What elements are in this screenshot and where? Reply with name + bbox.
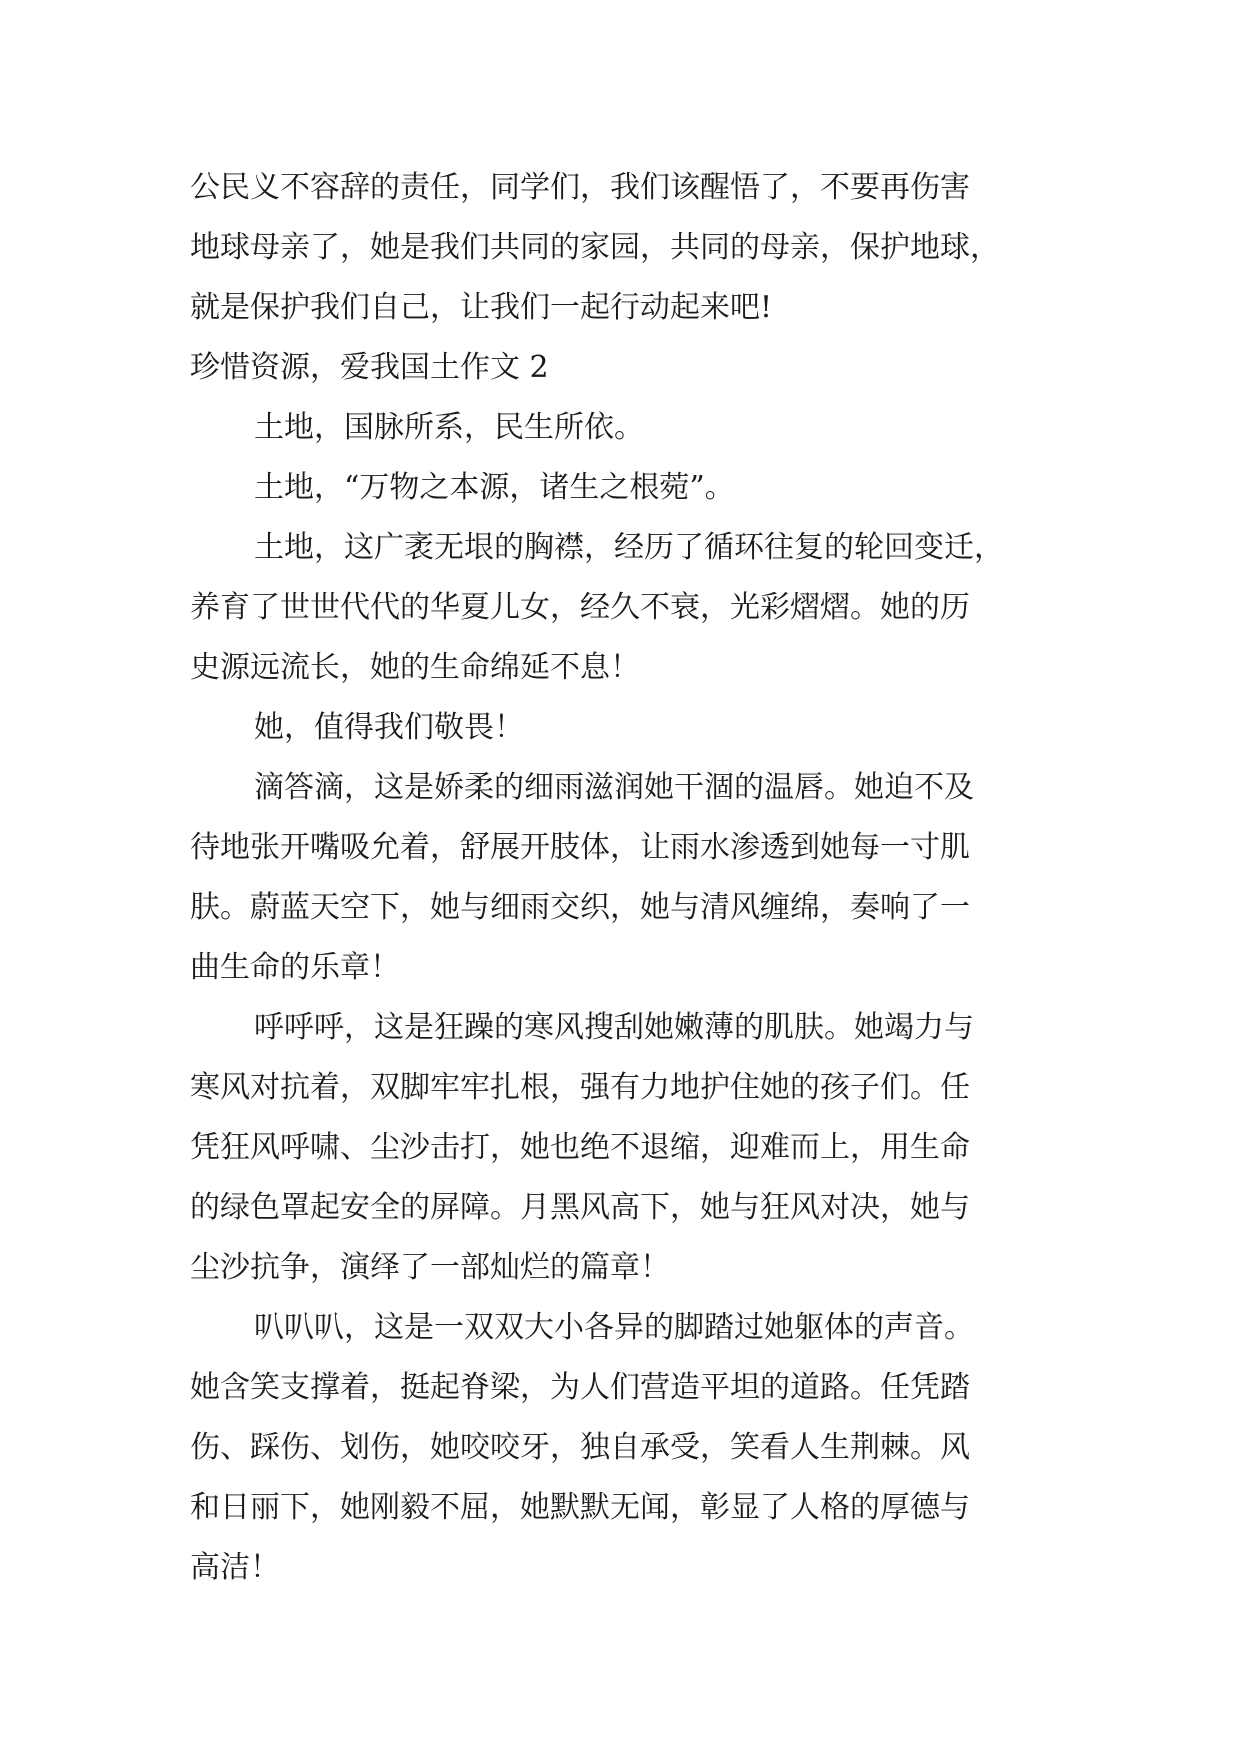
section-title: 珍惜资源，爱我国土作文 2 [190,350,549,385]
text-line: 公民义不容辞的责任，同学们，我们该醒悟了，不要再伤害 [190,170,970,205]
text-line: 尘沙抗争，演绎了一部灿烂的篇章！ [190,1250,670,1285]
text-line: 土地，“万物之本源，诸生之根菀”。 [254,470,735,505]
text-line: 滴答滴，这是娇柔的细雨滋润她干涸的温唇。她迫不及 [254,770,974,805]
text-line: 寒风对抗着，双脚牢牢扎根，强有力地护住她的孩子们。任 [190,1070,970,1105]
text-line: 高洁！ [190,1550,280,1585]
text-line: 她含笑支撑着，挺起脊梁，为人们营造平坦的道路。任凭踏 [190,1370,970,1405]
text-line: 地球母亲了，她是我们共同的家园，共同的母亲，保护地球， [190,230,1000,265]
text-line: 土地，国脉所系，民生所依。 [254,410,644,445]
text-line: 的绿色罩起安全的屏障。月黑风高下，她与狂风对决，她与 [190,1190,970,1225]
essay-text [190,158,1050,1598]
text-line: 呼呼呼，这是狂躁的寒风搜刮她嫩薄的肌肤。她竭力与 [254,1010,974,1045]
text-line: 凭狂风呼啸、尘沙击打，她也绝不退缩，迎难而上，用生命 [190,1130,970,1165]
text-line: 就是保护我们自己，让我们一起行动起来吧! [190,290,773,325]
text-line: 土地，这广袤无垠的胸襟，经历了循环往复的轮回变迁， [254,530,1004,565]
text-line: 曲生命的乐章！ [190,950,400,985]
text-line: 叭叭叭，这是一双双大小各异的脚踏过她躯体的声音。 [254,1310,974,1345]
text-line: 待地张开嘴吸允着，舒展开肢体，让雨水渗透到她每一寸肌 [190,830,970,865]
text-line: 史源远流长，她的生命绵延不息！ [190,650,640,685]
text-line: 养育了世世代代的华夏儿女，经久不衰，光彩熠熠。她的历 [190,590,970,625]
text-line: 和日丽下，她刚毅不屈，她默默无闻，彰显了人格的厚德与 [190,1490,970,1525]
text-line: 肤。蔚蓝天空下，她与细雨交织，她与清风缠绵，奏响了一 [190,890,970,925]
text-line: 她，值得我们敬畏！ [254,710,524,745]
text-line: 伤、踩伤、划伤，她咬咬牙，独自承受，笑看人生荆棘。风 [190,1430,970,1465]
